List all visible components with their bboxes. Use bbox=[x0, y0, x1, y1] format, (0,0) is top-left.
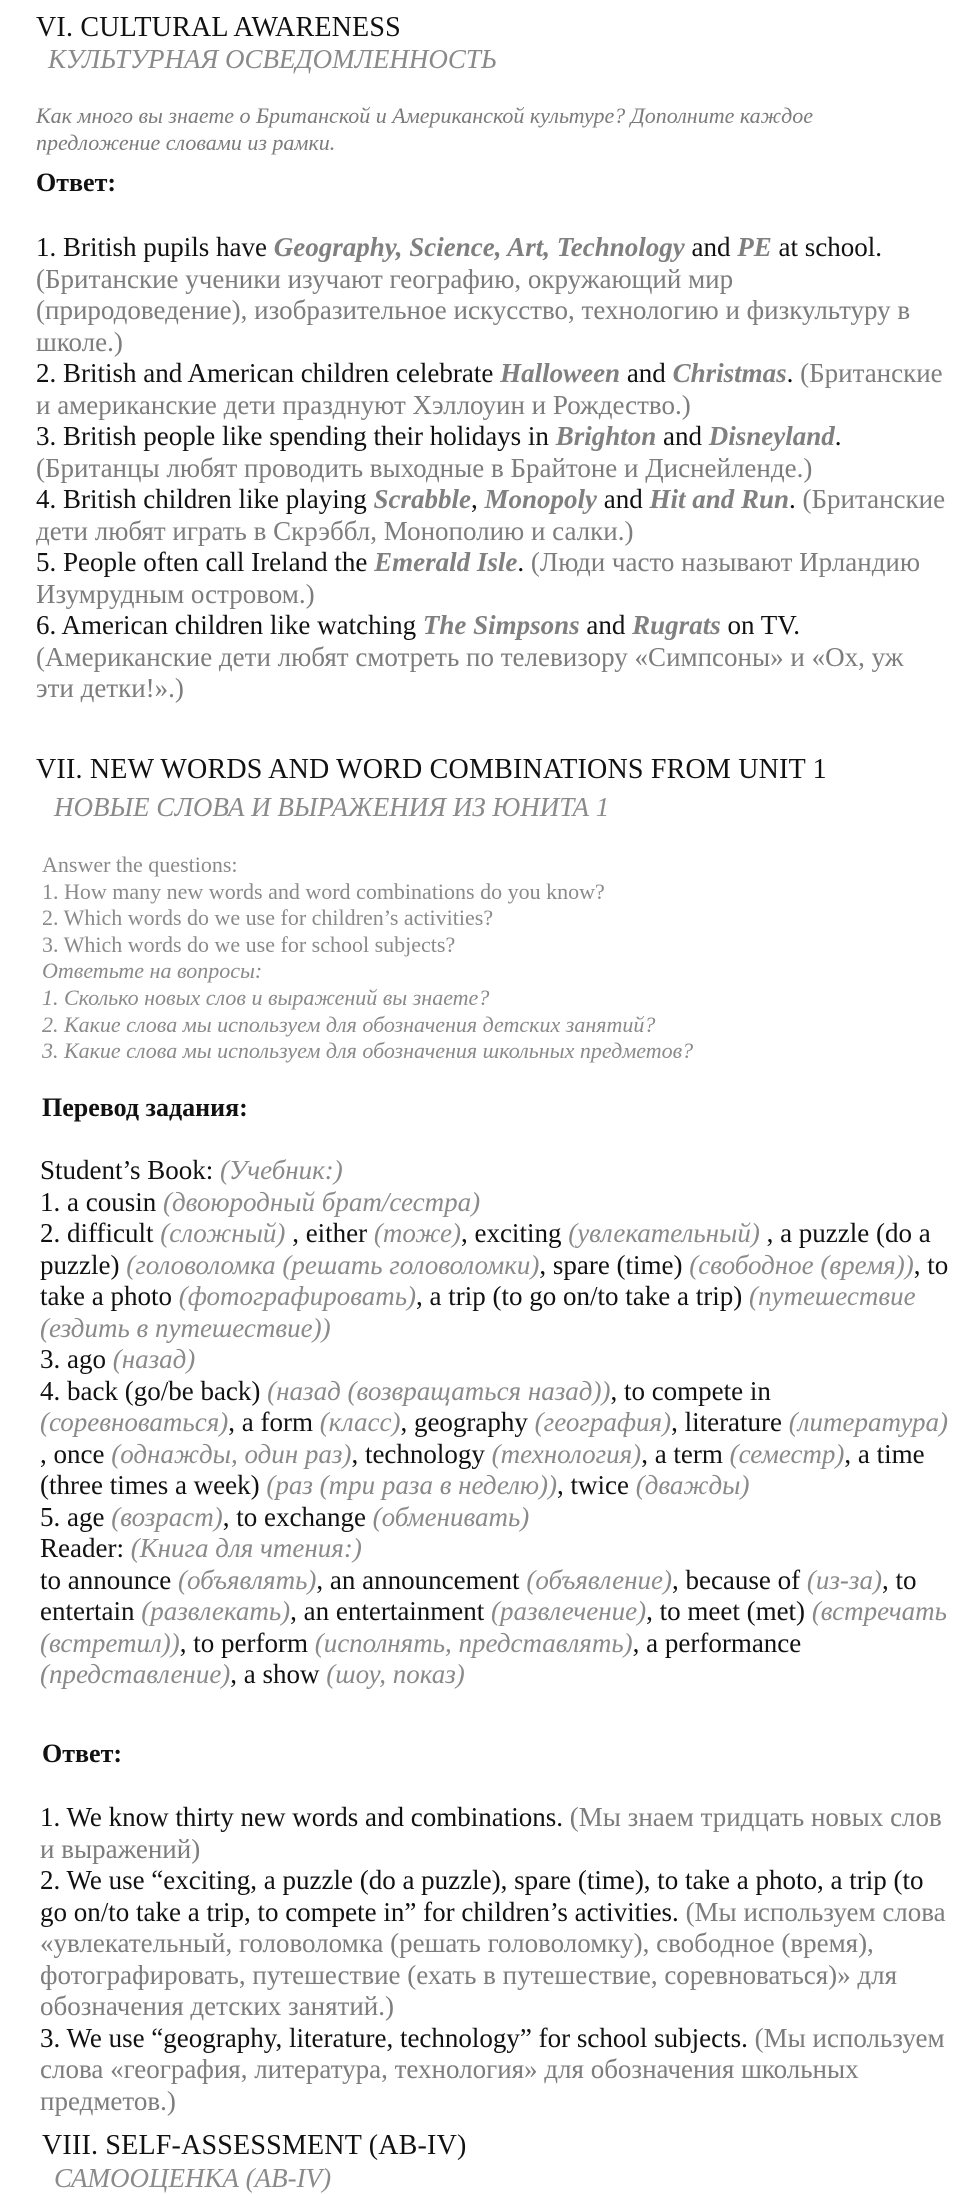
translation-label: Перевод задания: bbox=[42, 1093, 248, 1122]
section-8-title: VIII. SELF-ASSESSMENT (AB-IV) bbox=[42, 2130, 467, 2161]
vocab-en: , a time (three times a week) bbox=[40, 1438, 925, 1500]
question-line: 1. How many new words and word combinations do you know? bbox=[42, 878, 605, 904]
question-line: 2. Which words do we use for children’s activities? bbox=[42, 905, 494, 931]
vocab-en: Reader: bbox=[40, 1533, 124, 1563]
vocab-block bbox=[40, 1155, 955, 1187]
answer-highlight: PE bbox=[737, 232, 772, 262]
answer-text: 1. British pupils have bbox=[36, 232, 274, 262]
vocab-ru: (исполнять, представлять) bbox=[307, 1627, 633, 1658]
answer-highlight: Halloween bbox=[500, 358, 621, 388]
answer-text: at school. bbox=[771, 232, 882, 262]
vocab-en: , either bbox=[285, 1218, 368, 1248]
answer-item-3 bbox=[36, 421, 946, 484]
answer-translation: (Британцы любят проводить выходные в Брайтоне и Диснейленде.) bbox=[36, 452, 813, 483]
answer-highlight: Emerald Isle bbox=[374, 547, 518, 577]
vocab-ru: (объявление) bbox=[519, 1564, 672, 1595]
answer-translation: (Мы используем слова «увлекательный, головоломка (решать головоломку), свободное (время), фотографировать, путешествие (ехать в путешествие, соревноваться)» для обозначения детских занятий.) bbox=[40, 1896, 946, 2021]
answer-highlight: Brighton bbox=[555, 421, 657, 451]
vocab-ru: (шоу, показ) bbox=[319, 1659, 465, 1689]
answer-translation: (Американские дети любят смотреть по телевизору «Симпсоны» и «Ох, уж эти детки!».) bbox=[36, 641, 904, 703]
vocab-en: , a form bbox=[228, 1407, 313, 1437]
vocab-en: , a trip (to go on/to take a trip) bbox=[416, 1281, 743, 1311]
vocab-ru: (раз (три раза в неделю)) bbox=[259, 1470, 557, 1500]
section-6-title: VI. CULTURAL AWARENESS bbox=[36, 12, 401, 43]
vocab-block bbox=[40, 1533, 955, 1565]
answer-text: and bbox=[579, 610, 633, 640]
answer-highlight: Scrabble bbox=[373, 484, 471, 514]
answer-text: . bbox=[834, 421, 842, 451]
answer-text: 2. British and American children celebrate bbox=[36, 358, 501, 388]
answer-item-2 bbox=[36, 358, 946, 421]
answer-translation: (Британские и американские дети празднуют Хэллоуин и Рождество.) bbox=[36, 358, 943, 420]
vocab-en: , to perform bbox=[179, 1627, 308, 1658]
section-7-title: VII. NEW WORDS AND WORD COMBINATIONS FROM UNIT 1 bbox=[36, 754, 827, 785]
vocab-block bbox=[40, 1376, 955, 1502]
vocab-ru: (увлекательный) bbox=[561, 1218, 760, 1248]
question-line: 3. Which words do we use for school subjects? bbox=[42, 931, 456, 957]
vocab-en: , geography bbox=[400, 1407, 528, 1437]
vocab-en: 5. age bbox=[40, 1501, 105, 1532]
vocab-ru: (развлечение) bbox=[484, 1596, 647, 1626]
vocab-en: 4. back (go/be back) bbox=[40, 1375, 261, 1406]
vocab-en: 2. difficult bbox=[40, 1218, 154, 1248]
vocab-en: to announce bbox=[40, 1564, 172, 1595]
answer-text: and bbox=[596, 484, 650, 514]
vocab-ru: (путешествие (ездить в путешествие)) bbox=[40, 1281, 916, 1343]
section-7-answers bbox=[40, 1802, 955, 2117]
section-7-answer-label: Ответ: bbox=[42, 1739, 123, 1768]
vocabulary-list bbox=[40, 1155, 955, 1691]
answer-item-4 bbox=[36, 484, 946, 547]
answer-text: 5. People often call Ireland the bbox=[36, 547, 375, 577]
vocab-ru: (сложный) bbox=[153, 1218, 286, 1248]
vocab-block bbox=[40, 1565, 955, 1691]
question-line-ru: Ответьте на вопросы: bbox=[42, 958, 263, 984]
vocab-ru: (фотографировать) bbox=[171, 1281, 417, 1311]
vocab-en: , to meet (met) bbox=[646, 1596, 806, 1626]
vocab-ru: (свободное (время)) bbox=[682, 1249, 914, 1280]
vocab-en: , to entertain bbox=[40, 1564, 917, 1626]
vocab-en: , a show bbox=[230, 1659, 320, 1689]
section-6-answer-list bbox=[36, 232, 946, 705]
answer-text: 2. We use “exciting, a puzzle (do a puzzle), spare (time), to take a photo, a trip (to go on/to take a trip, to compete in” for children’s activities. bbox=[40, 1865, 924, 1927]
answer-text: on TV. bbox=[720, 610, 800, 640]
answer-item-6 bbox=[36, 610, 946, 705]
answer-highlight: Monopoly bbox=[484, 484, 597, 514]
answer-text: 3. British people like spending their holidays in bbox=[36, 421, 556, 451]
answer-highlight: Rugrats bbox=[632, 610, 721, 640]
answer-translation: (Люди часто называют Ирландию Изумрудным островом.) bbox=[36, 547, 921, 609]
vocab-en: , technology bbox=[351, 1438, 485, 1469]
answer-text: . bbox=[517, 547, 525, 577]
section-8-subtitle: САМООЦЕНКА (AB-IV) bbox=[54, 2163, 332, 2193]
vocab-en: Student’s Book: bbox=[40, 1155, 214, 1185]
vocab-ru: (назад (возвращаться назад)) bbox=[260, 1375, 611, 1406]
vocab-en: , literature bbox=[671, 1407, 783, 1437]
section-6-answer-label: Ответ: bbox=[36, 168, 117, 197]
answer-item-3 bbox=[40, 2023, 955, 2118]
answer-item-1 bbox=[36, 232, 946, 358]
vocab-en: , to exchange bbox=[222, 1501, 366, 1532]
vocab-ru: (однажды, один раз) bbox=[104, 1438, 352, 1469]
vocab-en: , because of bbox=[671, 1564, 801, 1595]
section-6-subtitle: КУЛЬТУРНАЯ ОСВЕДОМЛЕННОСТЬ bbox=[48, 44, 497, 74]
vocab-ru: (встречать (встретил)) bbox=[40, 1596, 947, 1658]
answer-text: 6. American children like watching bbox=[36, 610, 423, 640]
vocab-ru: (головоломка (решать головоломки) bbox=[119, 1249, 540, 1280]
answer-text: , bbox=[470, 484, 485, 514]
answer-text: 1. We know thirty new words and combinations. bbox=[40, 1802, 564, 1832]
vocab-ru: (Учебник:) bbox=[213, 1155, 343, 1185]
section-6-intro: Как много вы знаете о Британской и Американской культуре? Дополните каждое предложение словами из рамки. bbox=[36, 103, 813, 155]
answer-translation: (Британские ученики изучают географию, окружающий мир (природоведение), изобразительное искусство, технологию и физкультуру в школе.) bbox=[36, 263, 911, 357]
question-line-ru: 3. Какие слова мы используем для обозначения школьных предметов? bbox=[42, 1038, 694, 1064]
vocab-block bbox=[40, 1344, 955, 1376]
answer-text: 4. British children like playing bbox=[36, 484, 374, 514]
vocab-en: , a term bbox=[641, 1438, 723, 1469]
vocab-en: , twice bbox=[556, 1470, 629, 1500]
vocab-en: , to take a photo bbox=[40, 1249, 949, 1311]
vocab-ru: (представление) bbox=[40, 1659, 231, 1689]
vocab-ru: (возраст) bbox=[104, 1501, 223, 1532]
answer-item-5 bbox=[36, 547, 946, 610]
vocab-ru: (соревноваться) bbox=[40, 1407, 229, 1437]
vocab-ru: (из-за) bbox=[800, 1564, 882, 1595]
answer-highlight: Geography, Science, Art, Technology bbox=[273, 232, 685, 262]
answer-text: and bbox=[684, 232, 738, 262]
vocab-ru: (объявлять) bbox=[171, 1564, 317, 1595]
vocab-ru: (дважды) bbox=[628, 1470, 750, 1500]
vocab-ru: (технология) bbox=[484, 1438, 642, 1469]
vocab-ru: (Книга для чтения:) bbox=[123, 1533, 362, 1563]
answer-text: . bbox=[786, 358, 794, 388]
answer-highlight: The Simpsons bbox=[422, 610, 580, 640]
vocab-ru: (назад) bbox=[105, 1344, 196, 1374]
vocab-en: 3. ago bbox=[40, 1344, 106, 1374]
vocab-block bbox=[40, 1187, 955, 1219]
answer-translation: (Британские дети любят играть в Скрэббл, Монополию и салки.) bbox=[36, 484, 946, 546]
vocab-en: , a performance bbox=[632, 1627, 802, 1658]
answer-item-2 bbox=[40, 1865, 955, 2023]
answer-translation: (Мы используем слова «география, литература, технология» для обозначения школьных предметов.) bbox=[40, 2022, 945, 2116]
vocab-ru: (класс) bbox=[312, 1407, 401, 1437]
answer-highlight: Christmas bbox=[672, 358, 787, 388]
vocab-ru: (двоюродный брат/сестра) bbox=[156, 1186, 481, 1217]
question-line: Answer the questions: bbox=[42, 852, 238, 877]
answer-text: and bbox=[620, 358, 673, 388]
answer-highlight: Hit and Run bbox=[649, 484, 790, 514]
answer-text: . bbox=[789, 484, 796, 514]
vocab-en: , once bbox=[40, 1438, 105, 1469]
vocab-block bbox=[40, 1218, 955, 1344]
vocab-ru: (семестр) bbox=[722, 1438, 845, 1469]
answer-translation: (Мы знаем тридцать новых слов и выражений) bbox=[40, 1802, 942, 1864]
vocab-block bbox=[40, 1502, 955, 1534]
answer-item-1 bbox=[40, 1802, 955, 1865]
answer-text: 3. We use “geography, literature, technology” for school subjects. bbox=[40, 2022, 748, 2053]
answer-highlight: Disneyland bbox=[708, 421, 835, 451]
section-7-questions bbox=[42, 852, 693, 1065]
question-line-ru: 2. Какие слова мы используем для обозначения детских занятий? bbox=[42, 1011, 656, 1037]
vocab-en: , an entertainment bbox=[290, 1596, 485, 1626]
vocab-en: , an announcement bbox=[316, 1564, 520, 1595]
answer-text: and bbox=[656, 421, 709, 451]
vocab-en: , exciting bbox=[460, 1218, 562, 1248]
vocab-ru: (обменивать) bbox=[365, 1501, 530, 1532]
vocab-en: 1. a cousin bbox=[40, 1186, 157, 1217]
vocab-ru: (литература) bbox=[782, 1407, 948, 1437]
vocab-en: , spare (time) bbox=[539, 1249, 683, 1280]
section-7-subtitle: НОВЫЕ СЛОВА И ВЫРАЖЕНИЯ ИЗ ЮНИТА 1 bbox=[54, 792, 610, 822]
vocab-ru: (география) bbox=[527, 1407, 672, 1437]
question-line-ru: 1. Сколько новых слов и выражений вы знаете? bbox=[42, 984, 490, 1010]
vocab-ru: (тоже) bbox=[367, 1218, 461, 1248]
vocab-en: , to compete in bbox=[610, 1375, 771, 1406]
vocab-ru: (развлекать) bbox=[134, 1596, 291, 1626]
vocab-en: , a puzzle (do a puzzle) bbox=[40, 1218, 931, 1280]
